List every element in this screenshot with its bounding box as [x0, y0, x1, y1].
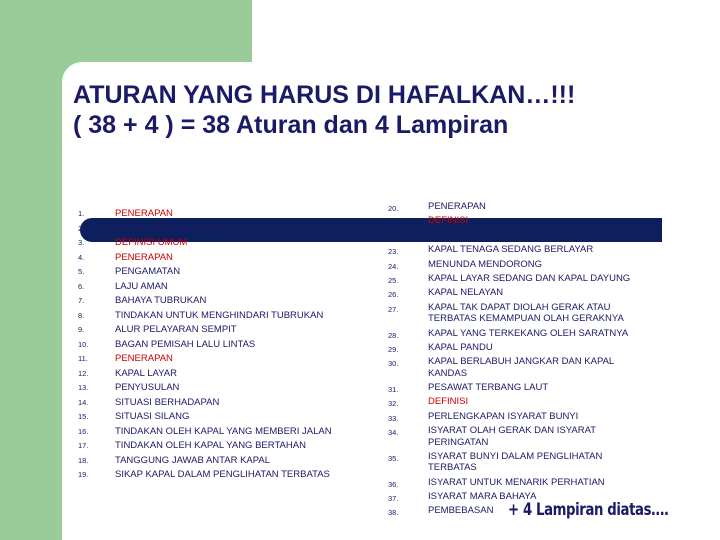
rule-number: 3. — [78, 238, 85, 247]
rule-item: TERBATAS — [428, 462, 477, 474]
rule-number: 9. — [78, 325, 85, 334]
rule-item: SIKAP KAPAL DALAM PENGLIHATAN TERBATAS — [115, 469, 330, 480]
rule-number: 11. — [78, 354, 88, 363]
rule-item: DEFINISI — [428, 215, 469, 227]
rule-number: 15. — [78, 412, 89, 421]
rule-number: 36. — [388, 479, 399, 489]
rule-item: BAGAN PEMISAH LALU LINTAS — [115, 338, 256, 350]
rule-item: TERBATAS KEMAMPUAN OLAH GERAKNYA — [428, 313, 624, 325]
rule-item: KAPAL NELAYAN — [428, 287, 504, 299]
rule-item: SITUASI BERHADAPAN — [115, 396, 220, 408]
rule-number: 14. — [78, 397, 89, 407]
rule-item: ISYARAT BUNYI DALAM PENGLIHATAN — [428, 450, 603, 462]
rule-number: 21. — [388, 218, 399, 228]
rule-number: 19. — [78, 470, 89, 479]
rule-item: MENUNDA MENDORONG — [428, 258, 543, 270]
rule-item: PESAWAT TERBANG LAUT — [428, 382, 549, 393]
rule-number: 17. — [78, 441, 89, 450]
rule-item: KAPAL LAYAR SEDANG DAN KAPAL DAYUNG — [428, 273, 631, 284]
rule-item: PENERAPAN — [428, 201, 486, 212]
rule-number: 18. — [78, 455, 89, 465]
rule-number: 33. — [388, 413, 399, 423]
rule-number: 26. — [388, 290, 399, 300]
rule-item: TANGGUNG JAWAB ANTAR KAPAL — [115, 454, 271, 466]
rule-number: 30. — [388, 359, 399, 369]
rule-number: 27. — [388, 304, 399, 314]
rule-number: 24. — [388, 261, 399, 271]
rule-number: 12. — [78, 368, 89, 378]
rule-number: 4. — [78, 252, 85, 262]
rule-number: 13. — [78, 383, 89, 392]
rule-item: PENGAMATAN — [115, 266, 181, 277]
rule-number: 28. — [388, 330, 399, 340]
rule-item: PENERAPAN — [115, 353, 173, 364]
rule-number: 5. — [78, 267, 85, 276]
rule-item: PENYUSULAN — [115, 382, 180, 393]
rule-number: 38. — [388, 508, 399, 518]
rule-item: LAJU AMAN — [115, 280, 168, 292]
rule-item: PERINGATAN — [428, 436, 489, 448]
rule-number: 34. — [388, 428, 399, 438]
rule-item: DEFINISI — [428, 396, 469, 408]
rule-number: 35. — [388, 453, 399, 463]
rule-number: 25. — [388, 276, 399, 285]
rule-number: 20. — [388, 204, 399, 213]
rule-item: TINDAKAN UNTUK MENGHINDARI TUBRUKAN — [115, 309, 324, 321]
title-line-1: ATURAN YANG HARUS DI HAFALKAN…!!! — [73, 81, 576, 109]
rule-number: 1. — [78, 209, 85, 218]
rule-number: 37. — [388, 494, 399, 503]
rule-item: DAYA TAMPAK LAMPU-LAMPU — [428, 229, 564, 241]
rule-item: KAPAL PANDU — [428, 341, 493, 353]
rule-item: KAPAL LAYAR — [115, 367, 177, 379]
rule-number: 8. — [78, 310, 85, 320]
rule-number: 31. — [388, 385, 399, 394]
slide-title — [73, 80, 693, 140]
rule-number: 32. — [388, 399, 399, 409]
rule-item: ISYARAT UNTUK MENARIK PERHATIAN — [428, 476, 605, 488]
rule-item: PEMBEBASAN — [428, 505, 494, 517]
left-accent-strip — [0, 0, 62, 540]
rule-item: KAPAL YANG TERKEKANG OLEH SARATNYA — [428, 327, 629, 339]
rule-item: KAPAL TENAGA SEDANG BERLAYAR — [428, 244, 594, 256]
rule-item: ALUR PELAYARAN SEMPIT — [115, 324, 237, 335]
rule-number: 22. — [388, 232, 399, 242]
title-line-2: ( 38 + 4 ) = 38 Aturan dan 4 Lampiran — [73, 111, 509, 139]
rule-item: PENERAPAN — [115, 251, 173, 263]
rule-number: 29. — [388, 344, 399, 354]
rule-number: 10. — [78, 339, 89, 349]
rule-number: 16. — [78, 426, 89, 436]
rule-number: 2. — [78, 223, 85, 233]
rule-item: ISYARAT OLAH GERAK DAN ISYARAT — [428, 425, 597, 437]
rule-item: ISYARAT MARA BAHAYA — [428, 491, 537, 502]
rule-number: 7. — [78, 296, 85, 305]
rule-item: KAPAL BERLABUH JANGKAR DAN KAPAL — [428, 356, 615, 368]
rule-item: PERTANGGUNG JAWABAN — [115, 222, 237, 234]
rule-item: PENERAPAN — [115, 208, 173, 219]
rule-item: TINDAKAN OLEH KAPAL YANG MEMBERI JALAN — [115, 425, 332, 437]
rule-item: SITUASI SILANG — [115, 411, 190, 422]
rule-number: 6. — [78, 281, 85, 291]
rule-item: KANDAS — [428, 367, 468, 379]
rule-number: 23. — [388, 247, 399, 257]
lampiran-note: + 4 Lampiran diatas…. — [508, 500, 669, 520]
rule-item: KAPAL TAK DAPAT DIOLAH GERAK ATAU — [428, 301, 611, 313]
rule-item: TINDAKAN OLEH KAPAL YANG BERTAHAN — [115, 440, 306, 451]
rule-item: DEFINISI UMUM — [115, 237, 188, 248]
rule-item: BAHAYA TUBRUKAN — [115, 295, 207, 306]
rule-item: PERLENGKAPAN ISYARAT BUNYI — [428, 410, 579, 422]
